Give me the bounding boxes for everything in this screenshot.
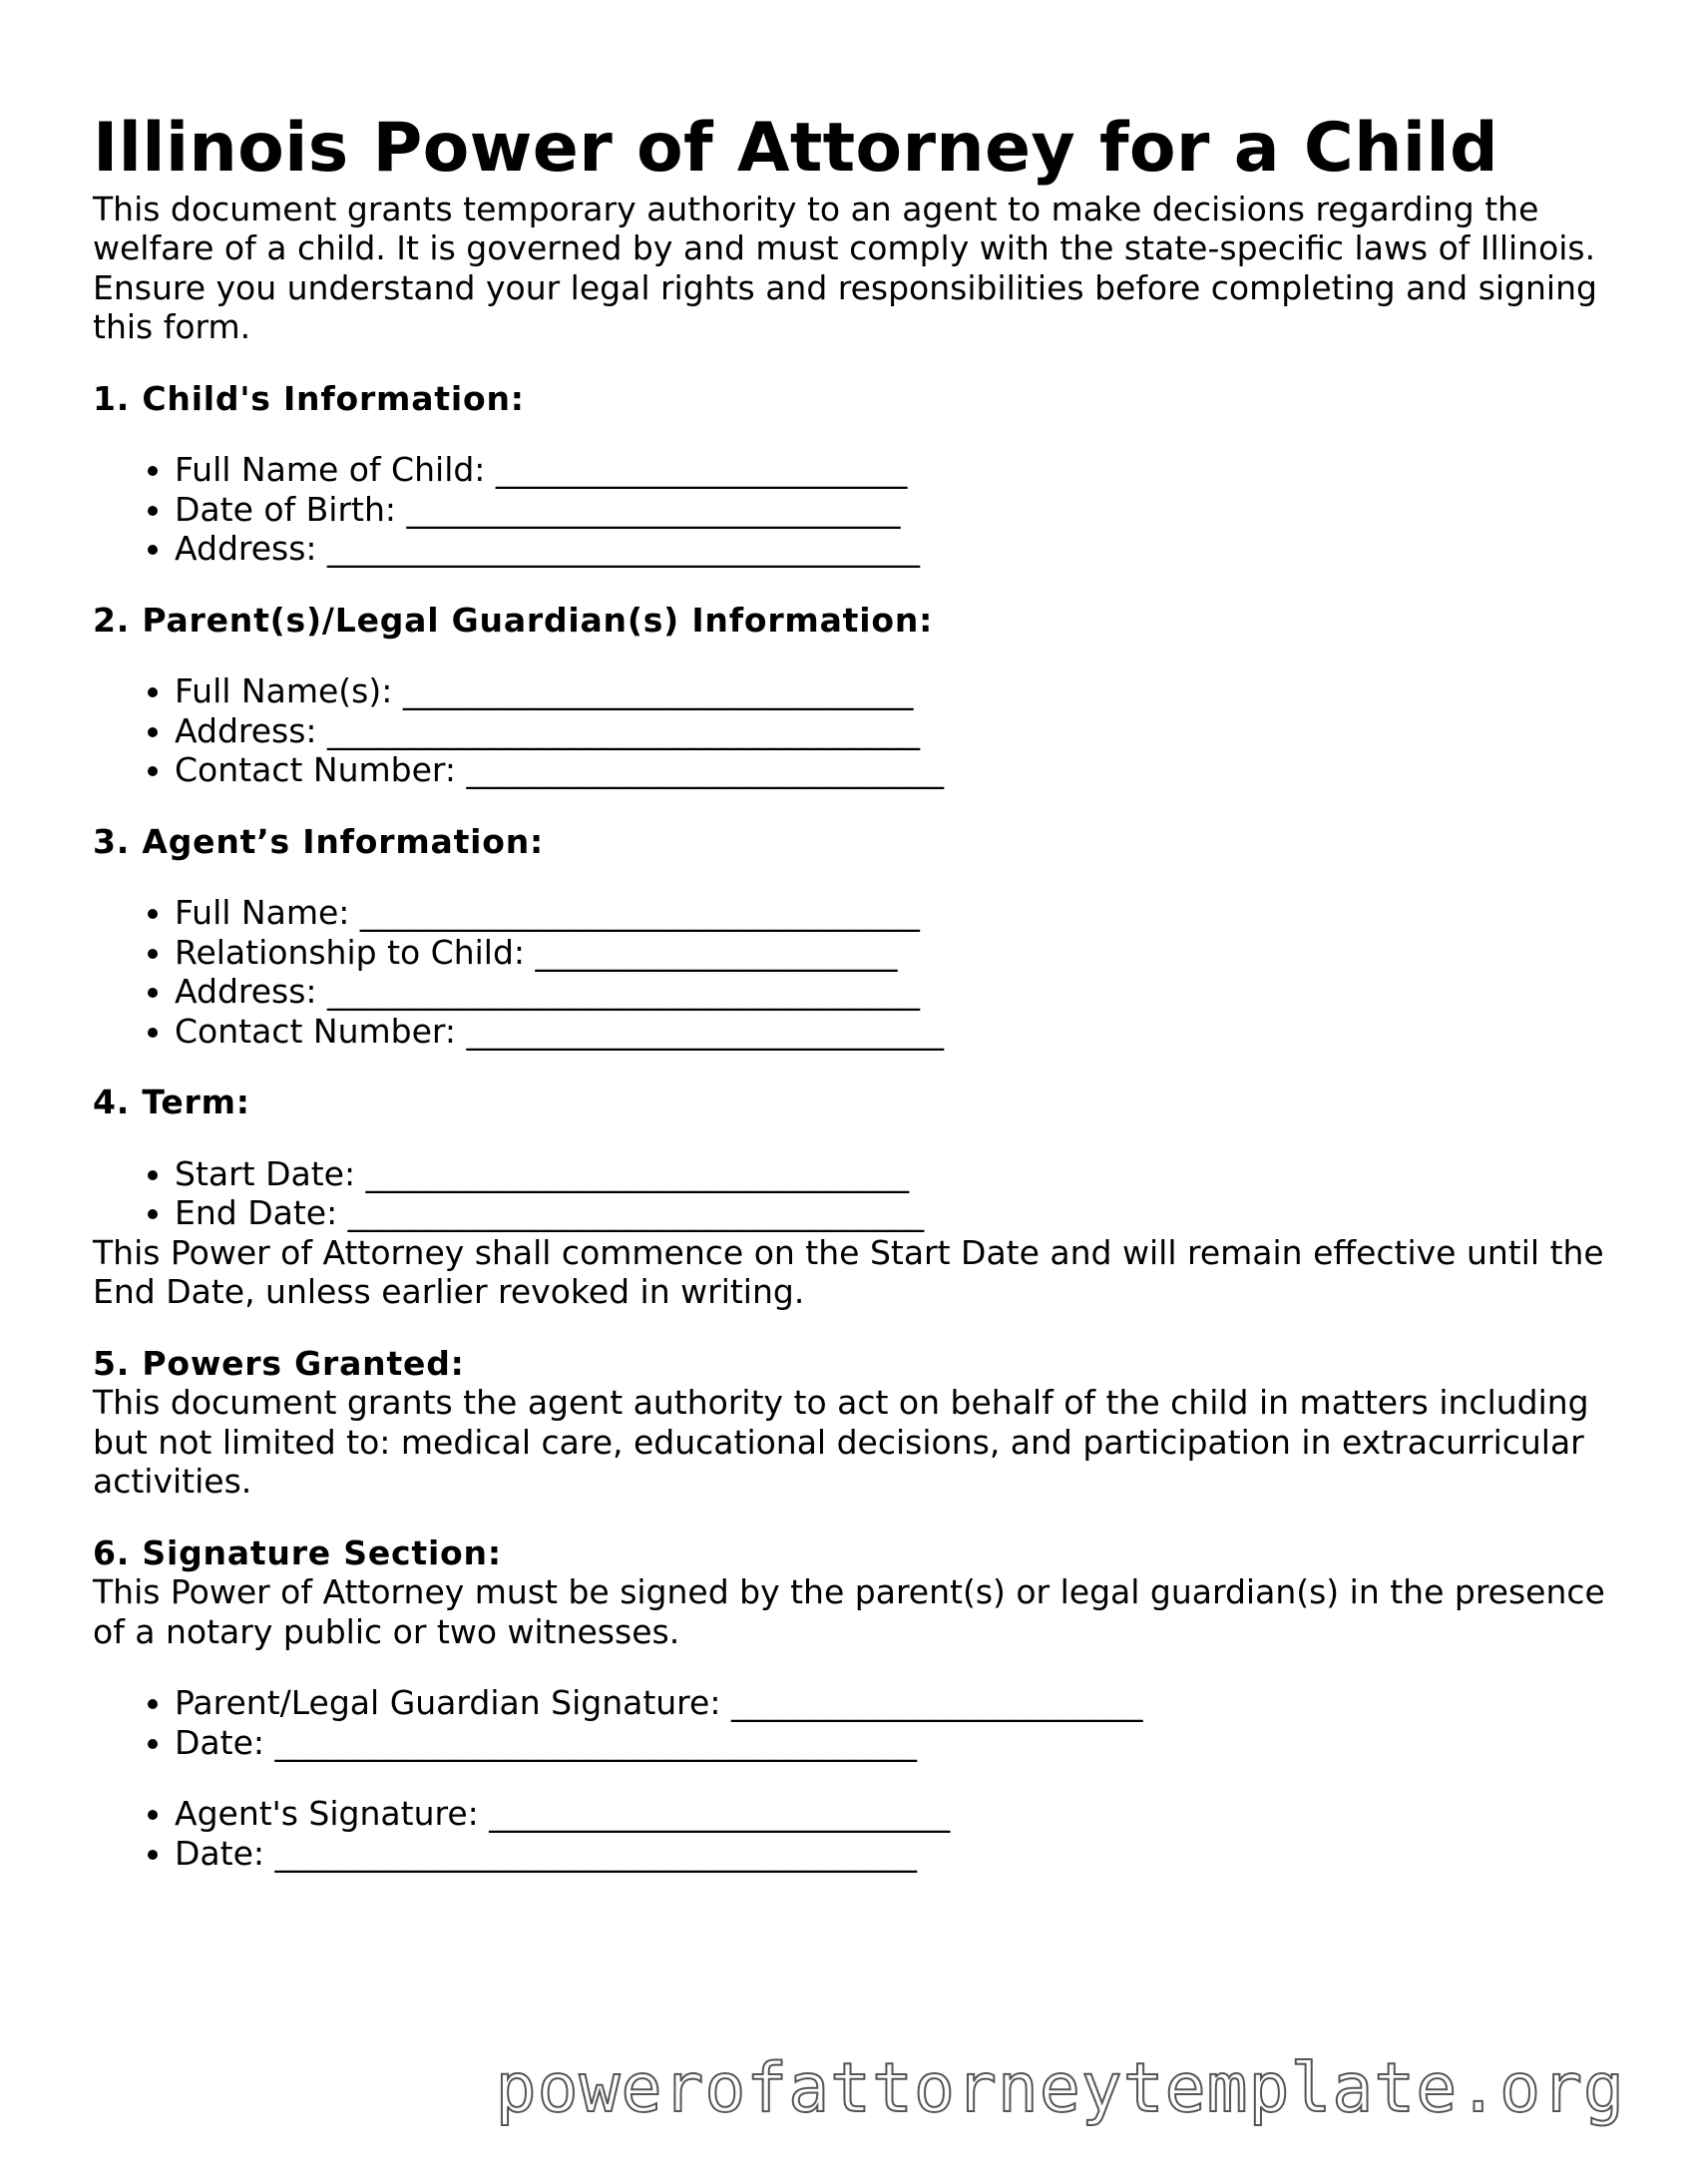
parent-date-field: • Date: _______________________________________ (175, 1723, 1609, 1763)
guardian-contact-field: • Contact Number: _____________________________ (175, 750, 1609, 790)
child-dob-field: • Date of Birth: ______________________________ (175, 490, 1609, 530)
section-3-heading: 3. Agent’s Information: (93, 821, 545, 861)
term-paragraph: This Power of Attorney shall commence on the Start Date and will remain effective until the End Date, unless earlier revoked in writing. (93, 1232, 1604, 1312)
child-full-name-field: • Full Name of Child: _________________________ (175, 450, 1609, 490)
section-2-heading: 2. Parent(s)/Legal Guardian(s) Information: (93, 600, 934, 640)
start-date-field: • Start Date: _________________________________ (175, 1154, 1609, 1194)
guardian-names-field: • Full Name(s): _______________________________ (175, 671, 1609, 711)
child-info-list (93, 450, 1609, 569)
agent-info-list (93, 893, 1609, 1051)
agent-address-field: • Address: ____________________________________ (175, 972, 1609, 1012)
agent-contact-field: • Contact Number: _____________________________ (175, 1012, 1609, 1052)
section-1-heading: 1. Child's Information: (93, 378, 525, 418)
child-address-field: • Address: ____________________________________ (175, 529, 1609, 569)
term-list (93, 1154, 1609, 1233)
parent-signature-field: • Parent/Legal Guardian Signature: _________________________ (175, 1683, 1609, 1723)
signature-paragraph: This Power of Attorney must be signed by the parent(s) or legal guardian(s) in the presence of a notary public or two witnesses. (93, 1572, 1605, 1651)
parent-signature-list (93, 1683, 1609, 1762)
end-date-field: • End Date: ___________________________________ (175, 1193, 1609, 1233)
watermark: powerofattorneytemplate.org (495, 2049, 1625, 2128)
agent-signature-field: • Agent's Signature: ____________________________ (175, 1794, 1609, 1834)
section-4-heading: 4. Term: (93, 1083, 250, 1122)
agent-signature-list (93, 1794, 1609, 1873)
agent-full-name-field: • Full Name: __________________________________ (175, 893, 1609, 933)
section-6-heading: 6. Signature Section: (93, 1532, 502, 1572)
document-title: Illinois Power of Attorney for a Child (93, 109, 1498, 188)
agent-relationship-field: • Relationship to Child: ______________________ (175, 933, 1609, 973)
section-5-heading: 5. Powers Granted: (93, 1343, 465, 1383)
powers-paragraph: This document grants the agent authority to act on behalf of the child in matters including but not limited to: medical care, educational decisions, and participation in extracurricular activities. (93, 1383, 1589, 1502)
document-page (93, 108, 1609, 1873)
guardian-info-list (93, 671, 1609, 790)
intro-paragraph: This document grants temporary authority to an agent to make decisions regarding the welfare of a child. It is governed by and must comply with the state-specific laws of Illinois. Ensure you understand your legal rights and responsibilities before completing and signing this form. (93, 189, 1597, 347)
guardian-address-field: • Address: ____________________________________ (175, 711, 1609, 751)
agent-date-field: • Date: _______________________________________ (175, 1834, 1609, 1874)
